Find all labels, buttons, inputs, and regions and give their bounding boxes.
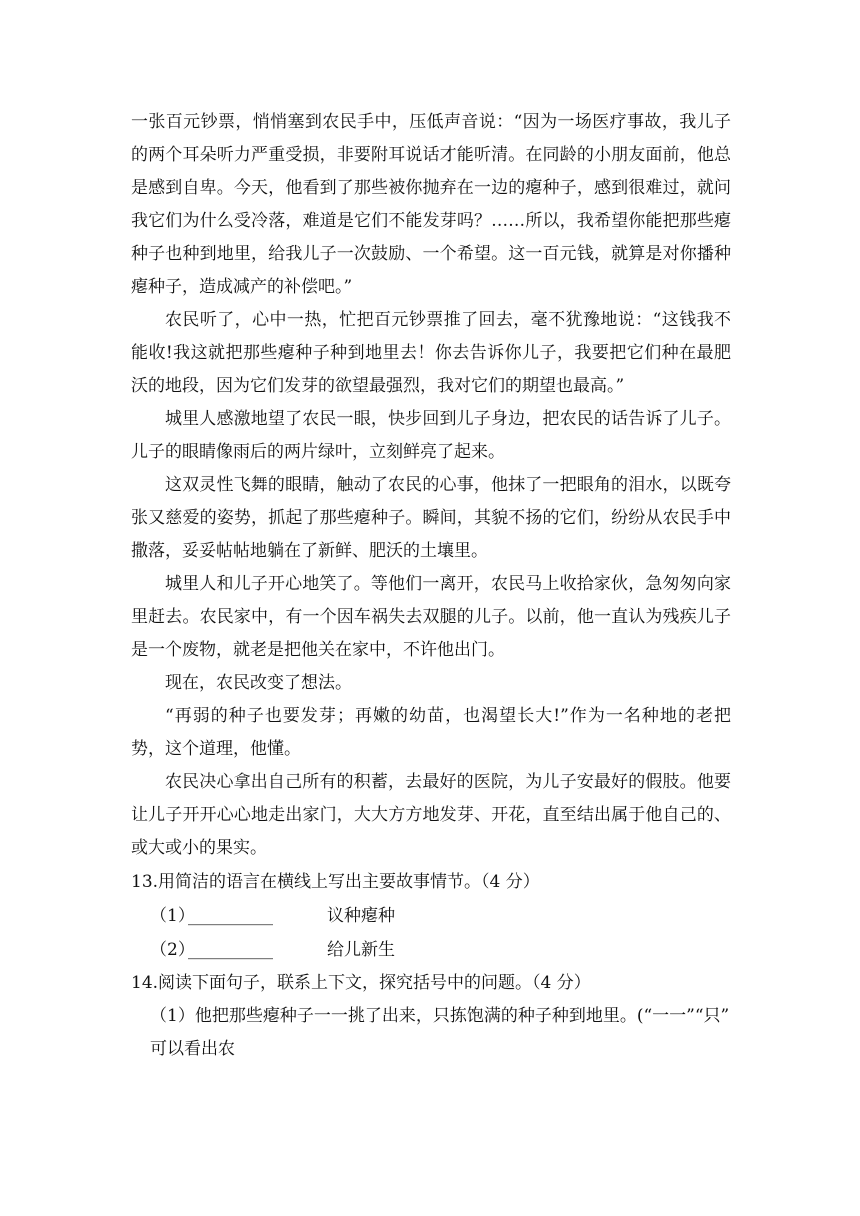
- plot-label: 议种瘪种: [327, 906, 395, 926]
- plot-label: 给儿新生: [327, 940, 395, 960]
- passage-paragraph-7: “再弱的种子也要发芽；再嫩的幼苗，也渴望长大!”作为一名种地的老把势，这个道理，他懂。: [131, 706, 731, 759]
- document-content: [131, 106, 731, 1066]
- item-number: （2）: [150, 940, 195, 960]
- question-14-title: 14.阅读下面句子，联系上下文，探究括号中的问题。（4 分）: [131, 973, 591, 993]
- item-number: （1）: [150, 906, 195, 926]
- question-14-sub-1-line-2: 可以看出农: [150, 1039, 235, 1059]
- question-14-sub-1-line-1: （1）他把那些瘪种子一一挑了出来，只拣饱满的种子种到地里。(“一一”“只”: [150, 1006, 730, 1026]
- answer-blank[interactable]: __________: [188, 940, 273, 960]
- passage-paragraph-6: 现在，农民改变了想法。: [165, 673, 352, 693]
- question-13-title: 13.用简洁的语言在横线上写出主要故事情节。（4 分）: [131, 872, 540, 892]
- passage-paragraph-8: 农民决心拿出自己所有的积蓄，去最好的医院，为儿子安最好的假肢。他要让儿子开开心心地走出家门，大大方方地发芽、开花，直至结出属于他自己的、或大或小的果实。: [131, 772, 731, 858]
- passage-paragraph-4: 这双灵性飞舞的眼睛，触动了农民的心事，他抹了一把眼角的泪水，以既夸张又慈爱的姿势，抓起了那些瘪种子。瞬间，其貌不扬的它们，纷纷从农民手中撒落，妥妥帖帖地躺在了新鲜、肥沃的土壤里。: [131, 475, 731, 561]
- passage-paragraph-2: 农民听了，心中一热，忙把百元钞票推了回去，毫不犹豫地说：“这钱我不能收!我这就把那些瘪种子种到地里去！你去告诉你儿子，我要把它们种在最肥沃的地段，因为它们发芽的欲望最强烈，我对它们的期望也最高。”: [131, 310, 731, 396]
- question-13-item-1: [131, 899, 731, 933]
- passage-paragraph-5: 城里人和儿子开心地笑了。等他们一离开，农民马上收拾家伙，急匆匆向家里赶去。农民家中，有一个因车祸失去双腿的儿子。以前，他一直认为残疾儿子是一个废物，就老是把他关在家中，不许他出门。: [131, 574, 731, 660]
- passage-paragraph-3: 城里人感激地望了农民一眼，快步回到儿子身边，把农民的话告诉了儿子。儿子的眼睛像雨后的两片绿叶，立刻鲜亮了起来。: [131, 409, 731, 462]
- question-13-item-2: [131, 933, 731, 967]
- answer-blank[interactable]: __________: [188, 906, 273, 926]
- passage-paragraph-1: 一张百元钞票，悄悄塞到农民手中，压低声音说：“因为一场医疗事故，我儿子的两个耳朵听力严重受损，非要附耳说话才能听清。在同龄的小朋友面前，他总是感到自卑。今天，他看到了那些被你抛弃在一边的瘪种子，感到很难过，就问我它们为什么受冷落，难道是它们不能发芽吗？……所以，我希望你能把那些瘪种子也种到地里，给我儿子一次鼓励、一个希望。这一百元钱，就算是对你播种瘪种子，造成减产的补偿吧。”: [131, 112, 731, 297]
